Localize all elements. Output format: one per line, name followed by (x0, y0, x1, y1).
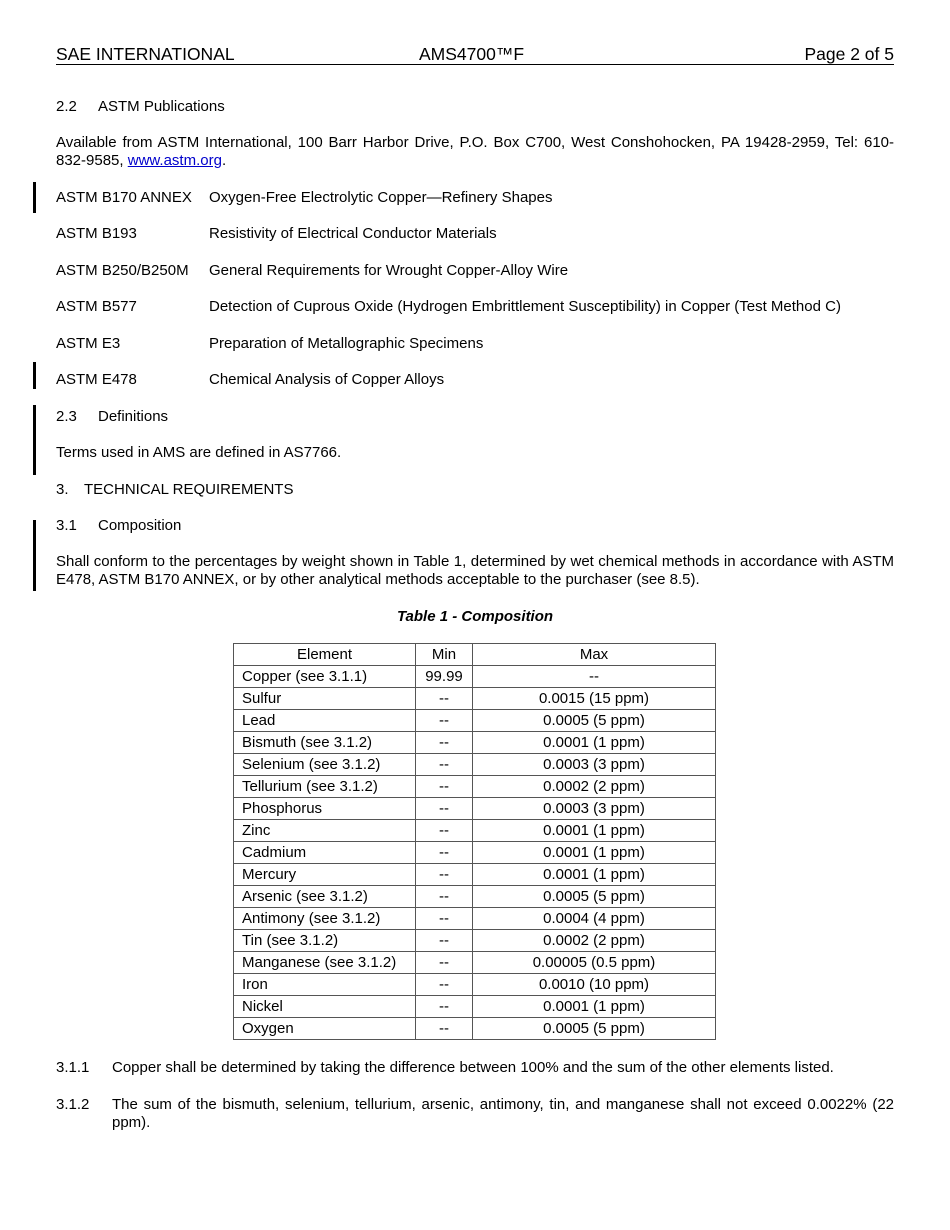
min-cell: -- (416, 842, 473, 864)
column-header: Max (473, 644, 716, 666)
table-row (234, 974, 716, 996)
max-cell: 0.0001 (1 ppm) (473, 864, 716, 886)
element-cell: Copper (see 3.1.1) (234, 666, 416, 688)
change-bar (33, 362, 36, 389)
min-cell: -- (416, 754, 473, 776)
change-bar (33, 405, 36, 475)
table-row (234, 776, 716, 798)
reference-row: ASTM B193 Resistivity of Electrical Conductor Materials (56, 225, 497, 242)
min-cell: -- (416, 688, 473, 710)
element-cell: Iron (234, 974, 416, 996)
column-header: Element (234, 644, 416, 666)
min-cell: -- (416, 710, 473, 732)
page-header (56, 44, 894, 65)
max-cell: 0.00005 (0.5 ppm) (473, 952, 716, 974)
min-cell: -- (416, 732, 473, 754)
reference-row: ASTM B577 Detection of Cuprous Oxide (Hydrogen Embrittlement Susceptibility) in Copper (Test Method C) (56, 298, 841, 315)
min-cell: -- (416, 886, 473, 908)
max-cell: 0.0005 (5 ppm) (473, 1018, 716, 1040)
reference-row: ASTM E3 Preparation of Metallographic Specimens (56, 335, 484, 352)
min-cell: -- (416, 1018, 473, 1040)
max-cell: 0.0004 (4 ppm) (473, 908, 716, 930)
element-cell: Phosphorus (234, 798, 416, 820)
table-header-row (234, 644, 716, 666)
section-heading-3: 3. TECHNICAL REQUIREMENTS (56, 481, 294, 498)
element-cell: Oxygen (234, 1018, 416, 1040)
table-row (234, 710, 716, 732)
table-row (234, 908, 716, 930)
max-cell: 0.0005 (5 ppm) (473, 710, 716, 732)
max-cell: 0.0001 (1 ppm) (473, 996, 716, 1018)
max-cell: 0.0010 (10 ppm) (473, 974, 716, 996)
element-cell: Tellurium (see 3.1.2) (234, 776, 416, 798)
max-cell: 0.0001 (1 ppm) (473, 732, 716, 754)
reference-row: ASTM E478 Chemical Analysis of Copper Alloys (56, 371, 445, 388)
table-row (234, 842, 716, 864)
element-cell: Manganese (see 3.1.2) (234, 952, 416, 974)
min-cell: -- (416, 996, 473, 1018)
element-cell: Cadmium (234, 842, 416, 864)
min-cell: -- (416, 864, 473, 886)
element-cell: Tin (see 3.1.2) (234, 930, 416, 952)
table-row (234, 930, 716, 952)
max-cell: 0.0005 (5 ppm) (473, 886, 716, 908)
table-row (234, 996, 716, 1018)
max-cell: 0.0003 (3 ppm) (473, 754, 716, 776)
min-cell: -- (416, 930, 473, 952)
table-title: Table 1 - Composition (396, 608, 554, 625)
min-cell: -- (416, 798, 473, 820)
column-header: Min (416, 644, 473, 666)
header-org: SAE INTERNATIONAL (56, 44, 235, 64)
section-heading-2-2: 2.2 ASTM Publications (56, 98, 225, 115)
element-cell: Arsenic (see 3.1.2) (234, 886, 416, 908)
astm-availability-paragraph: Available from ASTM International, 100 Barr Harbor Drive, P.O. Box C700, West Conshohocken, PA 19428-2959, Tel: 610-832-9585, www.astm.org. (56, 134, 894, 169)
max-cell: 0.0001 (1 ppm) (473, 842, 716, 864)
min-cell: -- (416, 776, 473, 798)
header-doc-number: AMS4700™F (419, 44, 525, 64)
table-row (234, 754, 716, 776)
table-row (234, 864, 716, 886)
max-cell: 0.0003 (3 ppm) (473, 798, 716, 820)
table-row (234, 688, 716, 710)
min-cell: -- (416, 952, 473, 974)
element-cell: Mercury (234, 864, 416, 886)
reference-row: ASTM B170 ANNEX Oxygen-Free Electrolytic Copper—Refinery Shapes (56, 189, 553, 206)
min-cell: 99.99 (416, 666, 473, 688)
table-row (234, 798, 716, 820)
table-row (234, 1018, 716, 1040)
definitions-paragraph: Terms used in AMS are defined in AS7766. (56, 444, 342, 461)
table-row (234, 886, 716, 908)
min-cell: -- (416, 974, 473, 996)
element-cell: Selenium (see 3.1.2) (234, 754, 416, 776)
table-row (234, 732, 716, 754)
element-cell: Zinc (234, 820, 416, 842)
element-cell: Sulfur (234, 688, 416, 710)
element-cell: Antimony (see 3.1.2) (234, 908, 416, 930)
table-row (234, 952, 716, 974)
table-row (234, 666, 716, 688)
max-cell: -- (473, 666, 716, 688)
max-cell: 0.0002 (2 ppm) (473, 776, 716, 798)
min-cell: -- (416, 820, 473, 842)
composition-paragraph: Shall conform to the percentages by weight shown in Table 1, determined by wet chemical methods in accordance with ASTM E478, ASTM B170 ANNEX, or by other analytical methods acceptable to the purchaser (see 8.5). (56, 553, 894, 588)
change-bar (33, 182, 36, 213)
element-cell: Bismuth (see 3.1.2) (234, 732, 416, 754)
reference-row: ASTM B250/B250M General Requirements for Wrought Copper-Alloy Wire (56, 262, 569, 279)
max-cell: 0.0001 (1 ppm) (473, 820, 716, 842)
header-page-number: Page 2 of 5 (804, 44, 894, 64)
min-cell: -- (416, 908, 473, 930)
composition-table (233, 643, 716, 1040)
element-cell: Lead (234, 710, 416, 732)
element-cell: Nickel (234, 996, 416, 1018)
section-heading-3-1: 3.1 Composition (56, 517, 182, 534)
change-bar (33, 520, 36, 591)
astm-website-link[interactable]: www.astm.org (127, 152, 222, 169)
table-row (234, 820, 716, 842)
max-cell: 0.0002 (2 ppm) (473, 930, 716, 952)
section-heading-2-3: 2.3 Definitions (56, 408, 169, 425)
max-cell: 0.0015 (15 ppm) (473, 688, 716, 710)
